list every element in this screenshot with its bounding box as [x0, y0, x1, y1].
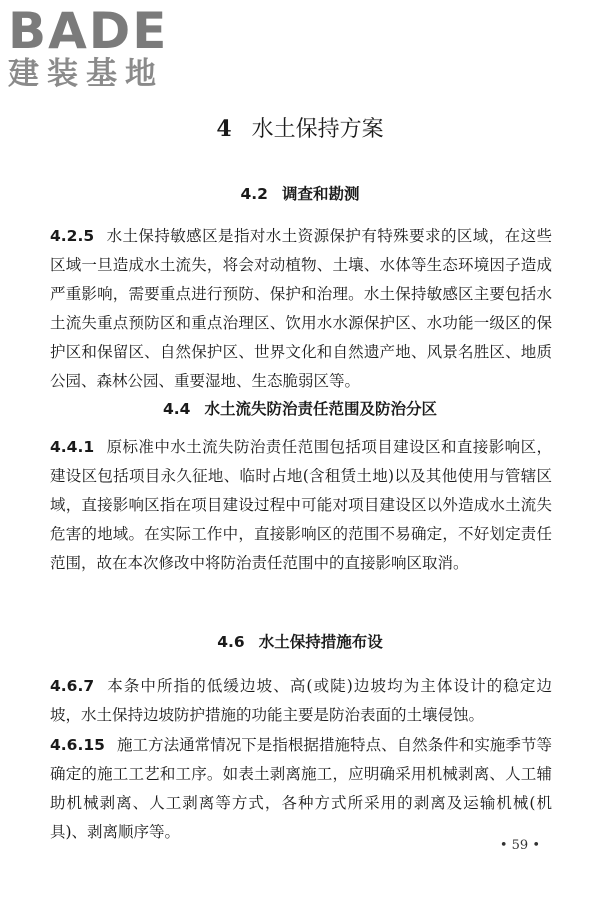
clause-text: 施工方法通常情况下是指根据措施特点、自然条件和实施季节等确定的施工工艺和工序。如表土剥离施工，应明确采用机械剥离、人工辅助机械剥离、人工剥离等方式，各种方式所采用的剥离及运输机械(机具)、剥离顺序等。 — [50, 736, 552, 841]
section-heading-4-6 — [0, 631, 600, 653]
section-title: 调查和勘测 — [281, 185, 360, 203]
section-number: 4.4 — [163, 400, 191, 418]
logo-chinese-text: 建装基地 — [8, 56, 164, 92]
section-title: 水土保持措施布设 — [258, 633, 383, 651]
section-title: 水土流失防治责任范围及防治分区 — [204, 400, 437, 418]
clause-text: 本条中所指的低缓边坡、高(或陡)边坡均为主体设计的稳定边坡，水土保持边坡防护措施的功能主要是防治表面的土壤侵蚀。 — [50, 677, 552, 724]
section-number: 4.6 — [217, 633, 245, 651]
publisher-logo — [8, 2, 183, 92]
clause-4-6-15 — [50, 731, 552, 847]
clause-number: 4.2.5 — [50, 227, 95, 245]
clause-text: 水土保持敏感区是指对水土资源保护有特殊要求的区域，在这些区域一旦造成水土流失，将会对动植物、土壤、水体等生态环境因子造成严重影响，需要重点进行预防、保护和治理。水土保持敏感区主要包括水土流失重点预防区和重点治理区、饮用水水源保护区、水功能一级区的保护区和保留区、自然保护区、世界文化和自然遗产地、风景名胜区、地质公园、森林公园、重要湿地、生态脆弱区等。 — [50, 227, 552, 390]
section-heading-4-4 — [0, 398, 600, 420]
clause-4-2-5 — [50, 222, 552, 396]
section-heading-4-2 — [0, 183, 600, 205]
section-number: 4.2 — [240, 185, 268, 203]
clause-4-4-1 — [50, 433, 552, 578]
clause-4-6-7 — [50, 672, 552, 730]
logo-english-text: BADE — [8, 2, 169, 60]
clause-number: 4.6.15 — [50, 736, 105, 754]
chapter-number: 4 — [216, 116, 232, 142]
clause-text: 原标准中水土流失防治责任范围包括项目建设区和直接影响区，建设区包括项目永久征地、临时占地(含租赁土地)以及其他使用与管辖区域，直接影响区指在项目建设过程中可能对项目建设区以外造成水土流失危害的地域。在实际工作中，直接影响区的范围不易确定，不好划定责任范围，故在本次修改中将防治责任范围中的直接影响区取消。 — [50, 438, 552, 572]
chapter-title — [0, 114, 600, 145]
clause-number: 4.6.7 — [50, 677, 95, 695]
clause-number: 4.4.1 — [50, 438, 95, 456]
chapter-title-text: 水土保持方案 — [251, 117, 384, 142]
page-number: • 59 • — [499, 838, 540, 853]
